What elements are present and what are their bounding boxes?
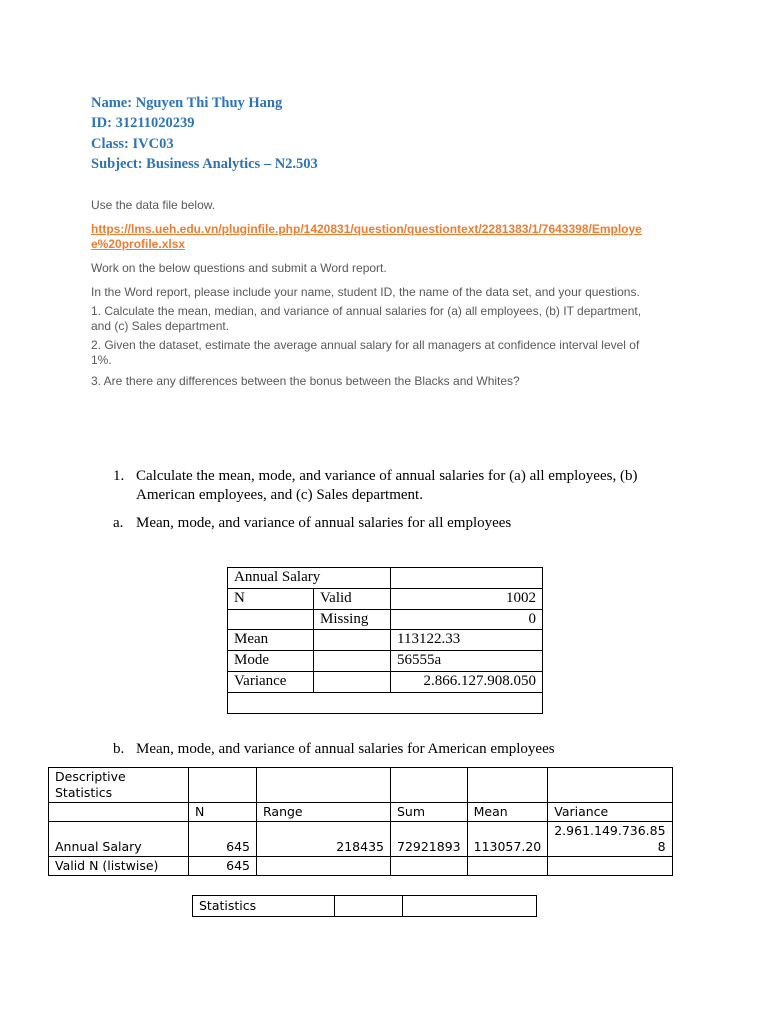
table-row bbox=[49, 768, 673, 803]
table2-header-mean: Mean bbox=[467, 803, 548, 822]
table2-row1-sum: 72921893 bbox=[391, 822, 468, 857]
table1-variance-label: Variance bbox=[228, 671, 314, 692]
part-b-letter: b. bbox=[113, 741, 125, 757]
table-row bbox=[49, 822, 673, 857]
table2-row1-range: 218435 bbox=[257, 822, 391, 857]
assignment-question-2: 2. Given the dataset, estimate the average annual salary for all managers at confidence interval level of 1%. bbox=[91, 338, 640, 367]
table1-missing-label: Missing bbox=[314, 609, 391, 630]
table-row bbox=[228, 630, 543, 651]
table3-title: Statistics bbox=[193, 896, 335, 917]
table2-row1-variance bbox=[548, 822, 672, 857]
table-row bbox=[228, 609, 543, 630]
statistics-table bbox=[192, 895, 537, 917]
subject-line: Subject: Business Analytics – N2.503 bbox=[91, 155, 318, 172]
table2-row2-n: 645 bbox=[189, 857, 257, 876]
table2-row1-mean: 113057.20 bbox=[467, 822, 548, 857]
table1-valid-label: Valid bbox=[314, 588, 391, 609]
table-row bbox=[49, 857, 673, 876]
part-a-letter: a. bbox=[113, 515, 124, 531]
table2-row1-variance-line1: 2.961.149.736.85 bbox=[554, 823, 666, 838]
table-row bbox=[228, 588, 543, 609]
assignment-instruction: Work on the below questions and submit a Word report. bbox=[91, 261, 387, 275]
assignment-question-1: 1. Calculate the mean, median, and variance of annual salaries for (a) all employees, (b) IT department, and (c) Sales department. bbox=[91, 304, 642, 333]
table1-valid-value: 1002 bbox=[391, 588, 543, 609]
assignment-question-3: 3. Are there any differences between the bonus between the Blacks and Whites? bbox=[91, 374, 520, 388]
part-a-text: Mean, mode, and variance of annual salaries for all employees bbox=[136, 515, 512, 531]
table2-header-variance: Variance bbox=[548, 803, 672, 822]
table2-header-range: Range bbox=[257, 803, 391, 822]
table-row bbox=[193, 896, 537, 917]
annual-salary-table bbox=[227, 567, 543, 714]
table-row bbox=[228, 651, 543, 672]
table1-missing-value: 0 bbox=[391, 609, 543, 630]
table-row bbox=[49, 803, 673, 822]
table2-row1-n: 645 bbox=[189, 822, 257, 857]
student-name: Name: Nguyen Thi Thuy Hang bbox=[91, 95, 283, 111]
table2-header-sum: Sum bbox=[391, 803, 468, 822]
table1-n-label: N bbox=[228, 588, 314, 609]
table2-header-n: N bbox=[189, 803, 257, 822]
assignment-report-note: In the Word report, please include your name, student ID, the name of the data set, and your questions. bbox=[91, 285, 640, 299]
table1-mean-label: Mean bbox=[228, 630, 314, 651]
section-1-text: Calculate the mean, mode, and variance of annual salaries for (a) all employees, (b) American employees, and (c) Sales department. bbox=[136, 468, 638, 503]
student-class: Class: IVC03 bbox=[91, 135, 174, 152]
table2-row1-variance-line2: 8 bbox=[657, 839, 666, 854]
table-row bbox=[228, 671, 543, 692]
assignment-intro: Use the data file below. bbox=[91, 198, 216, 212]
table1-variance-value: 2.866.127.908.050 bbox=[391, 671, 543, 692]
assignment-text bbox=[91, 198, 651, 389]
table2-row2-label: Valid N (listwise) bbox=[49, 857, 189, 876]
section-1-number: 1. bbox=[113, 468, 125, 484]
descriptive-statistics-table bbox=[48, 767, 673, 876]
table-row bbox=[228, 692, 543, 713]
table2-row1-label: Annual Salary bbox=[49, 822, 189, 857]
data-file-link[interactable]: https://lms.ueh.edu.vn/pluginfile.php/1420831/question/questiontext/2281383/1/7643398/Employee%20profile.xlsx bbox=[91, 222, 642, 251]
table2-title: Descriptive Statistics bbox=[49, 768, 189, 803]
part-b-text: Mean, mode, and variance of annual salaries for American employees bbox=[136, 741, 555, 757]
student-info bbox=[91, 93, 318, 174]
table1-mode-value: 56555a bbox=[391, 651, 543, 672]
table1-title: Annual Salary bbox=[228, 568, 391, 589]
student-id: ID: 31211020239 bbox=[91, 115, 195, 132]
table1-mode-label: Mode bbox=[228, 651, 314, 672]
table1-mean-value: 113122.33 bbox=[391, 630, 543, 651]
table-row bbox=[228, 568, 543, 589]
